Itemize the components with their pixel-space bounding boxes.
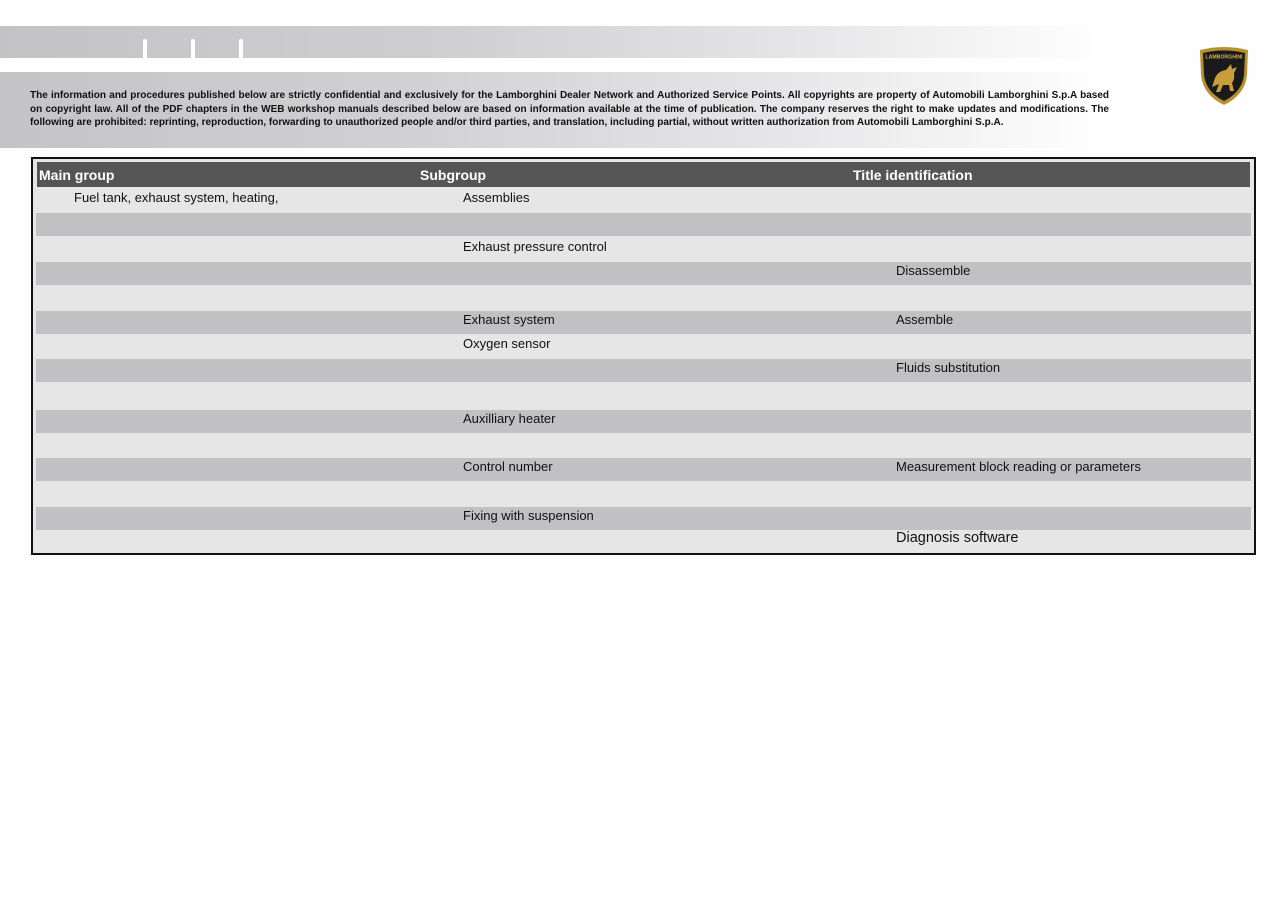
- tab-separator: [143, 39, 147, 58]
- table-row: [36, 311, 1251, 334]
- table-row: [36, 335, 1251, 358]
- tab-separator: [191, 39, 195, 58]
- parts-table: [31, 157, 1256, 555]
- cell-subgroup: Assemblies: [463, 190, 530, 205]
- lamborghini-bull-shield-icon: [1196, 45, 1252, 107]
- logo-text: LAMBORGHINI: [1205, 54, 1243, 61]
- table-row: [36, 189, 1251, 212]
- column-header-subgroup: Subgroup: [420, 167, 487, 183]
- cell-subgroup: Fixing with suspension: [463, 508, 594, 523]
- tab-separator: [239, 39, 243, 58]
- table-row: [36, 458, 1251, 481]
- cell-subgroup: Auxilliary heater: [463, 411, 556, 426]
- table-row: [36, 410, 1251, 433]
- cell-title: Fluids substitution: [896, 360, 1001, 375]
- table-row: [36, 530, 1251, 553]
- table-row: [36, 384, 1251, 407]
- cell-title: Diagnosis software: [896, 530, 1019, 546]
- cell-main-group: Fuel tank, exhaust system, heating,: [74, 190, 279, 205]
- table-row: [36, 287, 1251, 310]
- table-row: [36, 507, 1251, 530]
- cell-subgroup: Oxygen sensor: [463, 336, 551, 351]
- cell-subgroup: Exhaust system: [463, 312, 555, 327]
- confidentiality-notice: The information and procedures published below are strictly confidential and exclusively for the Lamborghini Dealer Network and Authorized Service Points. All copyrights are property of Automobili Lamborghini S.p.A based on copyright law. All of the PDF chapters in the WEB workshop manuals described below are based on information available at the time of publication. The company reserves the right to make updates and modifications. The following are prohibited: reprinting, reproduction, forwarding to unauthorized people and/or third parties, and translation, including partial, without written authorization from Automobili Lamborghini S.p.A.: [30, 90, 1109, 129]
- confidentiality-notice-bar: [0, 72, 1110, 148]
- cell-title: Disassemble: [896, 263, 971, 278]
- table-row: [36, 238, 1251, 261]
- column-header-title-identification: Title identification: [853, 167, 973, 183]
- table-row: [36, 262, 1251, 285]
- table-row: [36, 434, 1251, 457]
- table-row: [36, 213, 1251, 236]
- cell-title: Measurement block reading or parameters: [896, 459, 1141, 474]
- table-row: [36, 483, 1251, 506]
- cell-subgroup: Exhaust pressure control: [463, 239, 607, 254]
- column-header-main-group: Main group: [39, 167, 115, 183]
- cell-subgroup: Control number: [463, 459, 553, 474]
- table-header: [37, 162, 1250, 187]
- table-row: [36, 359, 1251, 382]
- cell-title: Assemble: [896, 312, 954, 327]
- top-title-bar: [0, 26, 1110, 58]
